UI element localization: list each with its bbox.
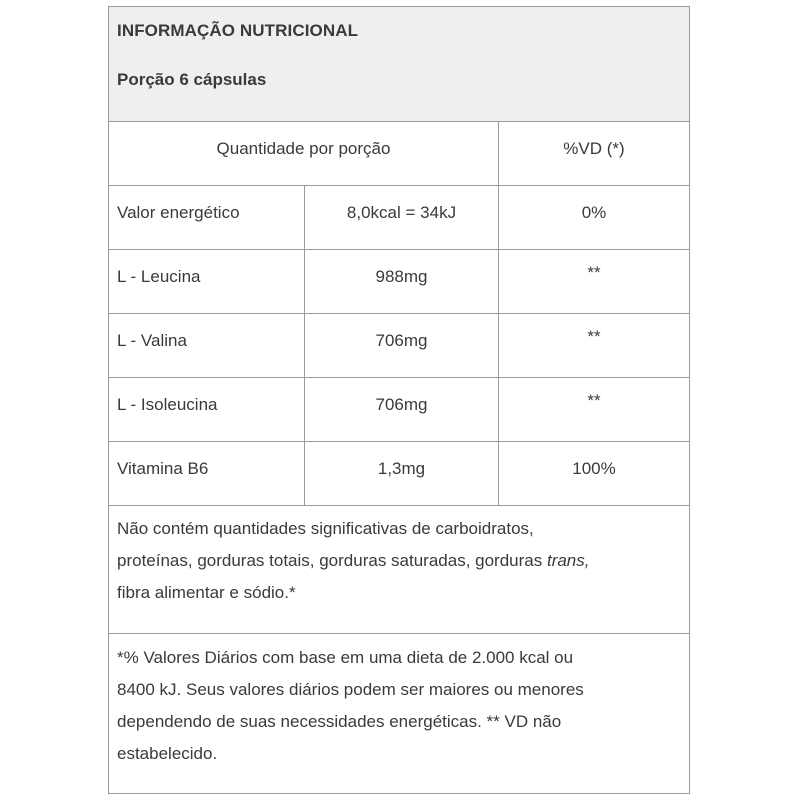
daily-values-footnote <box>109 634 689 793</box>
nutrient-name: Valor energético <box>109 186 305 249</box>
nutrient-amount: 706mg <box>305 378 499 441</box>
nutrient-vd: ** <box>587 390 601 410</box>
disclaimer-line: Não contém quantidades significativas de carboidratos, <box>117 519 534 538</box>
nutrient-amount: 1,3mg <box>305 442 499 505</box>
footnote-line: dependendo de suas necessidades energéticas. ** VD não <box>117 712 562 731</box>
nutrient-amount: 8,0kcal = 34kJ <box>305 186 499 249</box>
nutrient-name: L - Leucina <box>109 250 305 313</box>
nutrient-disclaimer <box>109 506 689 634</box>
column-header-row <box>109 122 689 186</box>
footnote-line: *% Valores Diários com base em uma dieta de 2.000 kcal ou <box>117 648 574 667</box>
footnote-line: estabelecido. <box>117 744 218 763</box>
vd-header: %VD (*) <box>563 138 625 158</box>
table-row <box>109 442 689 506</box>
quantity-header: Quantidade por porção <box>109 122 499 185</box>
nutrient-vd: 100% <box>572 458 616 478</box>
nutrient-vd: 0% <box>581 202 607 222</box>
nutrient-name: L - Valina <box>109 314 305 377</box>
disclaimer-line: proteínas, gorduras totais, gorduras saturadas, gorduras trans, <box>117 551 590 570</box>
nutrient-amount: 706mg <box>305 314 499 377</box>
table-row <box>109 186 689 250</box>
table-row <box>109 250 689 314</box>
table-row <box>109 314 689 378</box>
disclaimer-line: fibra alimentar e sódio.* <box>117 583 296 602</box>
nutrient-name: L - Isoleucina <box>109 378 305 441</box>
table-title: INFORMAÇÃO NUTRICIONAL <box>117 21 359 40</box>
nutrient-name: Vitamina B6 <box>109 442 305 505</box>
table-row <box>109 378 689 442</box>
table-header <box>109 7 689 122</box>
footnote-line: 8400 kJ. Seus valores diários podem ser maiores ou menores <box>117 680 584 699</box>
serving-size: Porção 6 cápsulas <box>117 70 267 89</box>
nutrient-vd: ** <box>587 262 601 282</box>
nutrient-amount: 988mg <box>305 250 499 313</box>
nutrient-vd: ** <box>587 326 601 346</box>
nutrition-facts-table <box>108 6 690 794</box>
